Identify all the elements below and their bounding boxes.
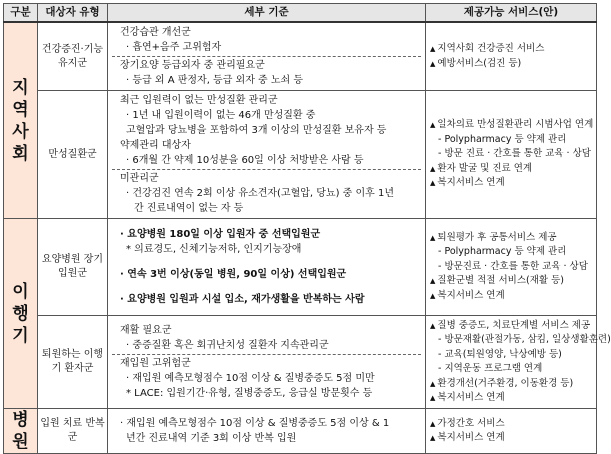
service-item <box>430 118 592 133</box>
service-text: 복지서비스 연계 <box>437 177 505 189</box>
row-discharge <box>4 316 597 409</box>
service-text: 일차의료 만성질환관리 시범사업 연계 <box>437 119 594 131</box>
bullet-icon: ▲ <box>430 59 436 68</box>
header-category: 구분 <box>4 4 38 23</box>
criteria-line: 장기요양 등급외자 중 관리필요군 <box>120 60 265 71</box>
bullet-icon: ▲ <box>430 419 436 428</box>
header-detail-criteria: 세부 기준 <box>108 4 426 23</box>
group-name: 퇴원하는 이행기 환자군 <box>38 316 108 409</box>
criteria-line: · 흡연+음주 고위험자 <box>126 42 222 53</box>
service-text: 퇴원평가 후 공통서비스 제공 <box>437 231 557 243</box>
category-hospital <box>4 409 38 454</box>
bullet-icon: ▲ <box>430 291 436 300</box>
dashed-divider <box>112 354 421 355</box>
service-text: 환경개선(거주환경, 이동환경 등) <box>437 377 574 389</box>
services-cell <box>426 219 597 316</box>
dashed-divider <box>112 169 421 170</box>
bullet-icon: ▲ <box>430 233 436 242</box>
row-hospital <box>4 409 597 454</box>
service-item: - 방문 진료 · 간호를 통한 교육 · 상담 <box>438 148 591 160</box>
bullet-icon: ▲ <box>430 321 436 330</box>
group-name: 요양병원 장기입원군 <box>38 219 108 316</box>
service-item <box>430 289 592 304</box>
service-text: 복지서비스 연계 <box>437 289 505 301</box>
criteria-cell <box>108 91 426 219</box>
row-chronic <box>4 91 597 219</box>
criteria-line: 재입원 고위험군 <box>120 358 191 369</box>
criteria-line: 최근 입원력이 없는 만성질환 관리군 <box>120 95 278 106</box>
criteria-line: 고혈압과 당뇨병을 포함하여 3개 이상의 만성질환 보유자 등 <box>126 125 387 136</box>
service-item: - 방문재활(관절가동, 삼킴, 일상생활훈련) <box>438 334 611 345</box>
service-text: 예방서비스(검진 등) <box>437 57 522 69</box>
services-cell <box>426 409 597 454</box>
criteria-line: 재활 필요군 <box>120 325 172 336</box>
bullet-icon: ▲ <box>430 394 436 402</box>
bullet-icon: ▲ <box>430 164 436 173</box>
criteria-text: 요양병원 입원과 시설 입소, 재가생활을 반복하는 사람 <box>127 294 365 305</box>
service-text: 복지서비스 연계 <box>437 392 505 403</box>
service-item <box>430 319 592 334</box>
service-item <box>430 57 592 72</box>
bullet-icon: ▲ <box>430 379 436 388</box>
bullet-icon: ▲ <box>430 434 436 442</box>
criteria-line: · 중증질환 혹은 회귀난치성 질환자 지속관리군 <box>126 340 329 351</box>
criteria-line: · 연속 3번 이상(동일 병원, 90일 이상) 선택입원군 <box>120 269 347 280</box>
service-item <box>430 176 592 191</box>
criteria-line: * 의료경도, 신체기능저하, 인지기능장애 <box>126 244 302 255</box>
criteria-line: · 6개월 간 약제 10성분을 60일 이상 처방받은 사람 등 <box>126 155 364 166</box>
bullet-icon: ▲ <box>430 179 436 188</box>
criteria-cell <box>108 409 426 454</box>
criteria-line: · 등급 외 A 판정자, 등급 외자 중 노쇠 등 <box>126 75 304 86</box>
criteria-line: · 재입원 예측모형점수 10점 이상 & 질병중증도 5점 미만 <box>126 373 375 384</box>
criteria-cell <box>108 22 426 91</box>
spacer <box>112 257 421 267</box>
service-item: - Polypharmacy 등 약제 관리 <box>438 246 567 258</box>
services-cell <box>426 91 597 219</box>
category-hospital-label: 병원 <box>12 410 29 452</box>
service-item <box>430 42 592 57</box>
bullet-icon: ▲ <box>430 121 436 130</box>
criteria-cell <box>108 219 426 316</box>
row-longterm-care <box>4 219 597 316</box>
spacer <box>112 282 421 292</box>
services-cell <box>426 316 611 409</box>
criteria-line: · 요양병원 180일 이상 입원자 중 선택입원군 <box>120 229 321 240</box>
criteria-text: 연속 3번 이상(동일 병원, 90일 이상) 선택입원군 <box>127 269 347 280</box>
service-text: 환자 발굴 및 진료 연계 <box>437 162 533 174</box>
header-row <box>4 4 597 23</box>
service-item <box>430 417 592 432</box>
service-item: - 교육(퇴원영양, 낙상예방 등) <box>438 348 562 360</box>
service-item <box>430 391 592 406</box>
criteria-line: 년간 진료내역 기준 3회 이상 반복 입원 <box>126 433 297 444</box>
criteria-line: * LACE: 입원기간·유형, 질병중증도, 응급실 방문횟수 등 <box>126 388 373 399</box>
criteria-line: 미관리군 <box>120 173 159 184</box>
criteria-line: 약제관리 대상자 <box>120 140 191 151</box>
service-text: 복지서비스 연계 <box>437 432 505 443</box>
criteria-line: 건강습관 개선군 <box>120 27 191 38</box>
category-community-label: 지역사회 <box>12 77 29 164</box>
category-community <box>4 22 38 219</box>
service-item <box>430 231 592 246</box>
header-target-type: 대상자 유형 <box>38 4 108 23</box>
service-text: 질병 중증도, 치료단계별 서비스 제공 <box>437 319 591 331</box>
service-item <box>430 274 592 289</box>
criteria-cell <box>108 316 426 409</box>
criteria-line: · 재입원 예측모형점수 10점 이상 & 질병중증도 5점 이상 & 1 <box>120 418 390 429</box>
service-text: 지역사회 건강증진 서비스 <box>437 43 545 54</box>
criteria-line: · 요양병원 입원과 시설 입소, 재가생활을 반복하는 사람 <box>120 294 365 305</box>
services-cell <box>426 22 597 91</box>
service-item: - 방문진료 · 간호를 통한 교육 · 상담 <box>438 260 588 272</box>
criteria-line: · 건강검진 연속 2회 이상 유소견자(고혈압, 당뇨) 중 이후 1년 <box>126 188 395 199</box>
category-transition <box>4 219 38 409</box>
bullet-icon: ▲ <box>430 45 436 53</box>
bullet-icon: ▲ <box>430 277 436 286</box>
criteria-text: 요양병원 180일 이상 입원자 중 선택입원군 <box>127 229 321 240</box>
criteria-line: 간 진료내역이 없는 자 등 <box>134 203 244 214</box>
criteria-line: · 1년 내 입원이력이 없는 46개 만성질환 중 <box>126 110 316 121</box>
service-item: - Polypharmacy 등 약제 관리 <box>438 133 567 145</box>
service-item <box>430 431 592 446</box>
service-item: - 지역운동 프로그램 연계 <box>438 363 543 374</box>
service-criteria-table <box>3 3 611 454</box>
row-health-promotion <box>4 22 597 91</box>
group-name: 만성질환군 <box>38 91 108 219</box>
service-text: 질환군별 적절 서비스(재활 등) <box>437 275 564 287</box>
group-name: 건강증진·기능유지군 <box>38 22 108 91</box>
header-services: 제공가능 서비스(안) <box>426 4 597 23</box>
category-transition-label: 이행기 <box>12 281 29 346</box>
service-item <box>430 377 592 392</box>
service-text: 가정간호 서비스 <box>437 417 505 429</box>
service-item <box>430 162 592 177</box>
dashed-divider <box>112 56 421 57</box>
group-name: 입원 치료 반복군 <box>38 409 108 454</box>
